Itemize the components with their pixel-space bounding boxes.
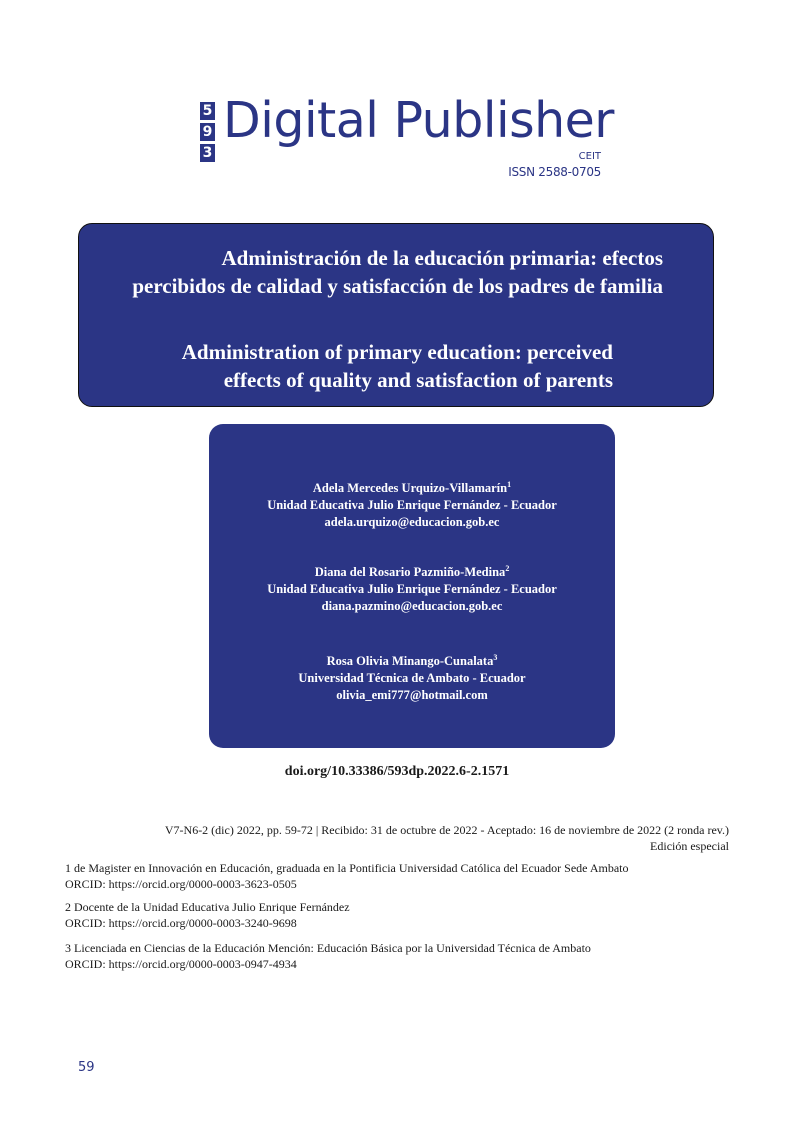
footnote-text: 2 Docente de la Unidad Educativa Julio Enrique Fernández [65, 900, 350, 914]
author-footnote-mark: 1 [507, 480, 512, 489]
author-block [209, 476, 615, 531]
doi-link[interactable]: doi.org/10.33386/593dp.2022.6-2.1571 [284, 764, 510, 779]
author-name: Rosa Olivia Minango-Cunalata [326, 654, 494, 669]
logo-ceit: CEIT [578, 151, 601, 162]
logo-digit: 9 [200, 123, 215, 141]
footnote [65, 860, 628, 892]
footnote-text: 1 de Magister en Innovación en Educación, graduada en la Pontificia Universidad Católica del Ecuador Sede Ambato [65, 861, 629, 875]
author-box [209, 424, 615, 748]
author-block [209, 649, 615, 704]
author-name: Adela Mercedes Urquizo-Villamarín [312, 481, 508, 496]
journal-logo [197, 92, 617, 181]
author-affiliation: Universidad Técnica de Ambato - Ecuador [298, 671, 526, 686]
author-footnote-mark: 3 [493, 653, 498, 662]
logo-name: Digital Publisher [223, 92, 614, 149]
logo-digit: 5 [200, 102, 215, 120]
title-english [113, 338, 613, 394]
title-es-line1: Administración de la educación primaria: efectos [221, 246, 663, 270]
title-en-line1: Administration of primary education: perceived [181, 340, 613, 364]
title-box [78, 223, 714, 407]
author-affiliation: Unidad Educativa Julio Enrique Fernández - Ecuador [267, 582, 557, 597]
meta-dates: V7-N6-2 (dic) 2022, pp. 59-72 | Recibido: 31 de octubre de 2022 - Aceptado: 16 de noviembre de 2022 (2 ronda rev.) [164, 823, 729, 837]
author-email[interactable]: adela.urquizo@educacion.gob.ec [324, 515, 500, 530]
footnote-orcid[interactable]: ORCID: https://orcid.org/0000-0003-0947-4934 [65, 957, 297, 971]
author-affiliation: Unidad Educativa Julio Enrique Fernández - Ecuador [267, 498, 557, 513]
author-footnote-mark: 2 [505, 564, 510, 573]
title-en-line2: effects of quality and satisfaction of parents [223, 368, 613, 392]
author-block [209, 560, 615, 615]
author-email[interactable]: diana.pazmino@educacion.gob.ec [321, 599, 503, 614]
logo-digits [200, 102, 216, 165]
publication-meta [165, 822, 729, 854]
logo-digit: 3 [200, 144, 215, 162]
logo-issn: ISSN 2588-0705 [508, 165, 601, 179]
author-email[interactable]: olivia_emi777@hotmail.com [336, 688, 488, 703]
title-es-line2: percibidos de calidad y satisfacción de los padres de familia [132, 274, 663, 298]
meta-edition: Edición especial [650, 839, 729, 853]
footnote-orcid[interactable]: ORCID: https://orcid.org/0000-0003-3623-0505 [65, 877, 297, 891]
footnote-orcid[interactable]: ORCID: https://orcid.org/0000-0003-3240-9698 [65, 916, 297, 930]
author-name: Diana del Rosario Pazmiño-Medina [314, 565, 506, 580]
title-spanish [103, 244, 663, 300]
footnote-text: 3 Licenciada en Ciencias de la Educación Mención: Educación Básica por la Universidad Técnica de Ambato [65, 941, 591, 955]
page-number: 59 [78, 1060, 95, 1075]
footnote [65, 899, 350, 931]
footnote [65, 940, 591, 972]
